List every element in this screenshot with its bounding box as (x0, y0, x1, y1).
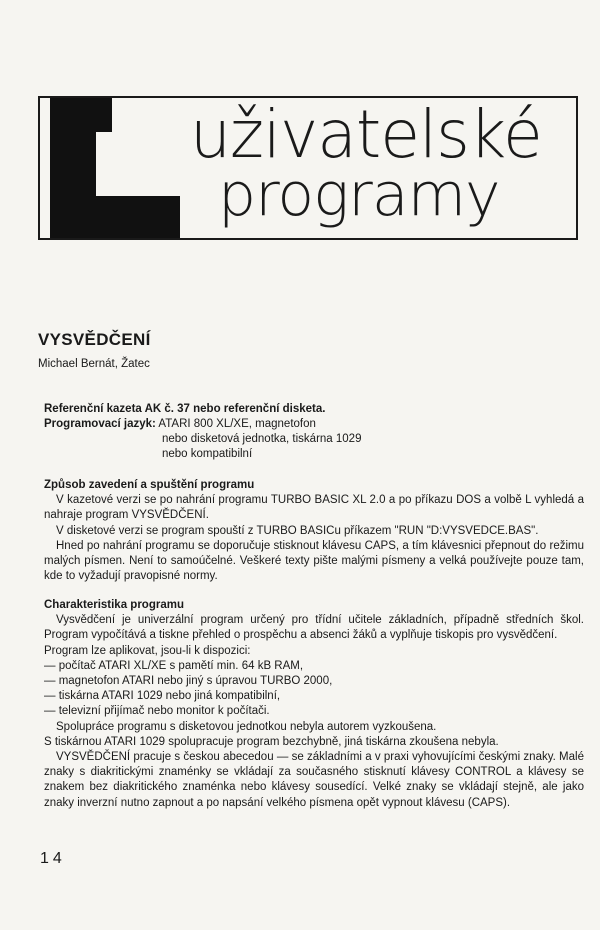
language-line-3: nebo kompatibilní (162, 448, 253, 460)
list-item: — televizní přijímač nebo monitor k počítači. (44, 705, 270, 718)
article-title: VYSVĚDČENÍ (38, 330, 151, 349)
paragraph: Hned po nahrání programu se doporučuje stisknout klávesu CAPS, a tím klávesnici přepnout do režimu malých písmen. Není to samoúčelné. Veškeré texty pište malými písmeny a velká používejte pouze tam, kde to vyžadují pravopisné normy. (44, 539, 584, 583)
paragraph: VYSVĚDČENÍ pracuje s českou abecedou — se základními a v praxi vyhovujícími českými znaky. Malé znaky s diakritickými znaménky se vkládají za současného stisknutí klávesy CONTROL a klávesy se znakem bez diakritického znaménka nebo klávesy sousedící. Velké znaky se vkládají stejně, ale jako znaky inverzní nutno zapnout a po napsání velkého písmena opět vypnout klávesu (CAPS). (44, 751, 584, 809)
language-value: ATARI 800 XL/XE, magnetofon (158, 418, 316, 430)
paragraph: S tiskárnou ATARI 1029 spolupracuje program bezchybně, jiná tiskárna zkoušena nebyla. (44, 735, 499, 748)
list-item: — počítač ATARI XL/XE s pamětí min. 64 kB RAM, (44, 659, 304, 672)
article-author: Michael Bernát, Žatec (38, 358, 150, 370)
list-item: — magnetofon ATARI nebo jiný s úpravou TURBO 2000, (44, 675, 333, 688)
paragraph: Program lze aplikovat, jsou-li k dispozici: (44, 644, 251, 657)
language-line-2: nebo disketová jednotka, tiskárna 1029 (162, 433, 362, 445)
paragraph: Vysvědčení je univerzální program určený pro třídní učitele základních, případně středních škol. Program vypočítává a tiskne přehled o prospěchu a absenci žáků a vyplňuje tiskopis pro vysvědčení. (44, 614, 584, 642)
language-label: Programovací jazyk: (44, 418, 156, 430)
paragraph: Spolupráce programu s disketovou jednotkou nebyla autorem vyzkoušena. (56, 720, 437, 733)
list-item: — tiskárna ATARI 1029 nebo jiná kompatibilní, (44, 690, 281, 703)
magazine-logo-icon (40, 98, 190, 238)
program-meta (44, 402, 584, 462)
paragraph: V kazetové verzi se po nahrání programu TURBO BASIC XL 2.0 a po příkazu DOS a volbě L vyhledá a nahraje program VYSVĚDČENÍ. (44, 494, 584, 522)
header-title-line2: programy (218, 160, 500, 230)
section-characteristics (44, 598, 584, 811)
section-loading (44, 478, 584, 584)
header-title-line1: uživatelské (190, 96, 542, 173)
reference-line: Referenční kazeta AK č. 37 nebo referenční disketa. (44, 403, 326, 415)
section-heading: Charakteristika programu (44, 599, 184, 611)
paragraph: V disketové verzi se program spouští z TURBO BASICu příkazem "RUN "D:VYSVEDCE.BAS". (56, 524, 539, 537)
section-heading: Způsob zavedení a spuštění programu (44, 479, 255, 491)
language-line (44, 417, 584, 432)
page-number: 14 (40, 850, 66, 867)
